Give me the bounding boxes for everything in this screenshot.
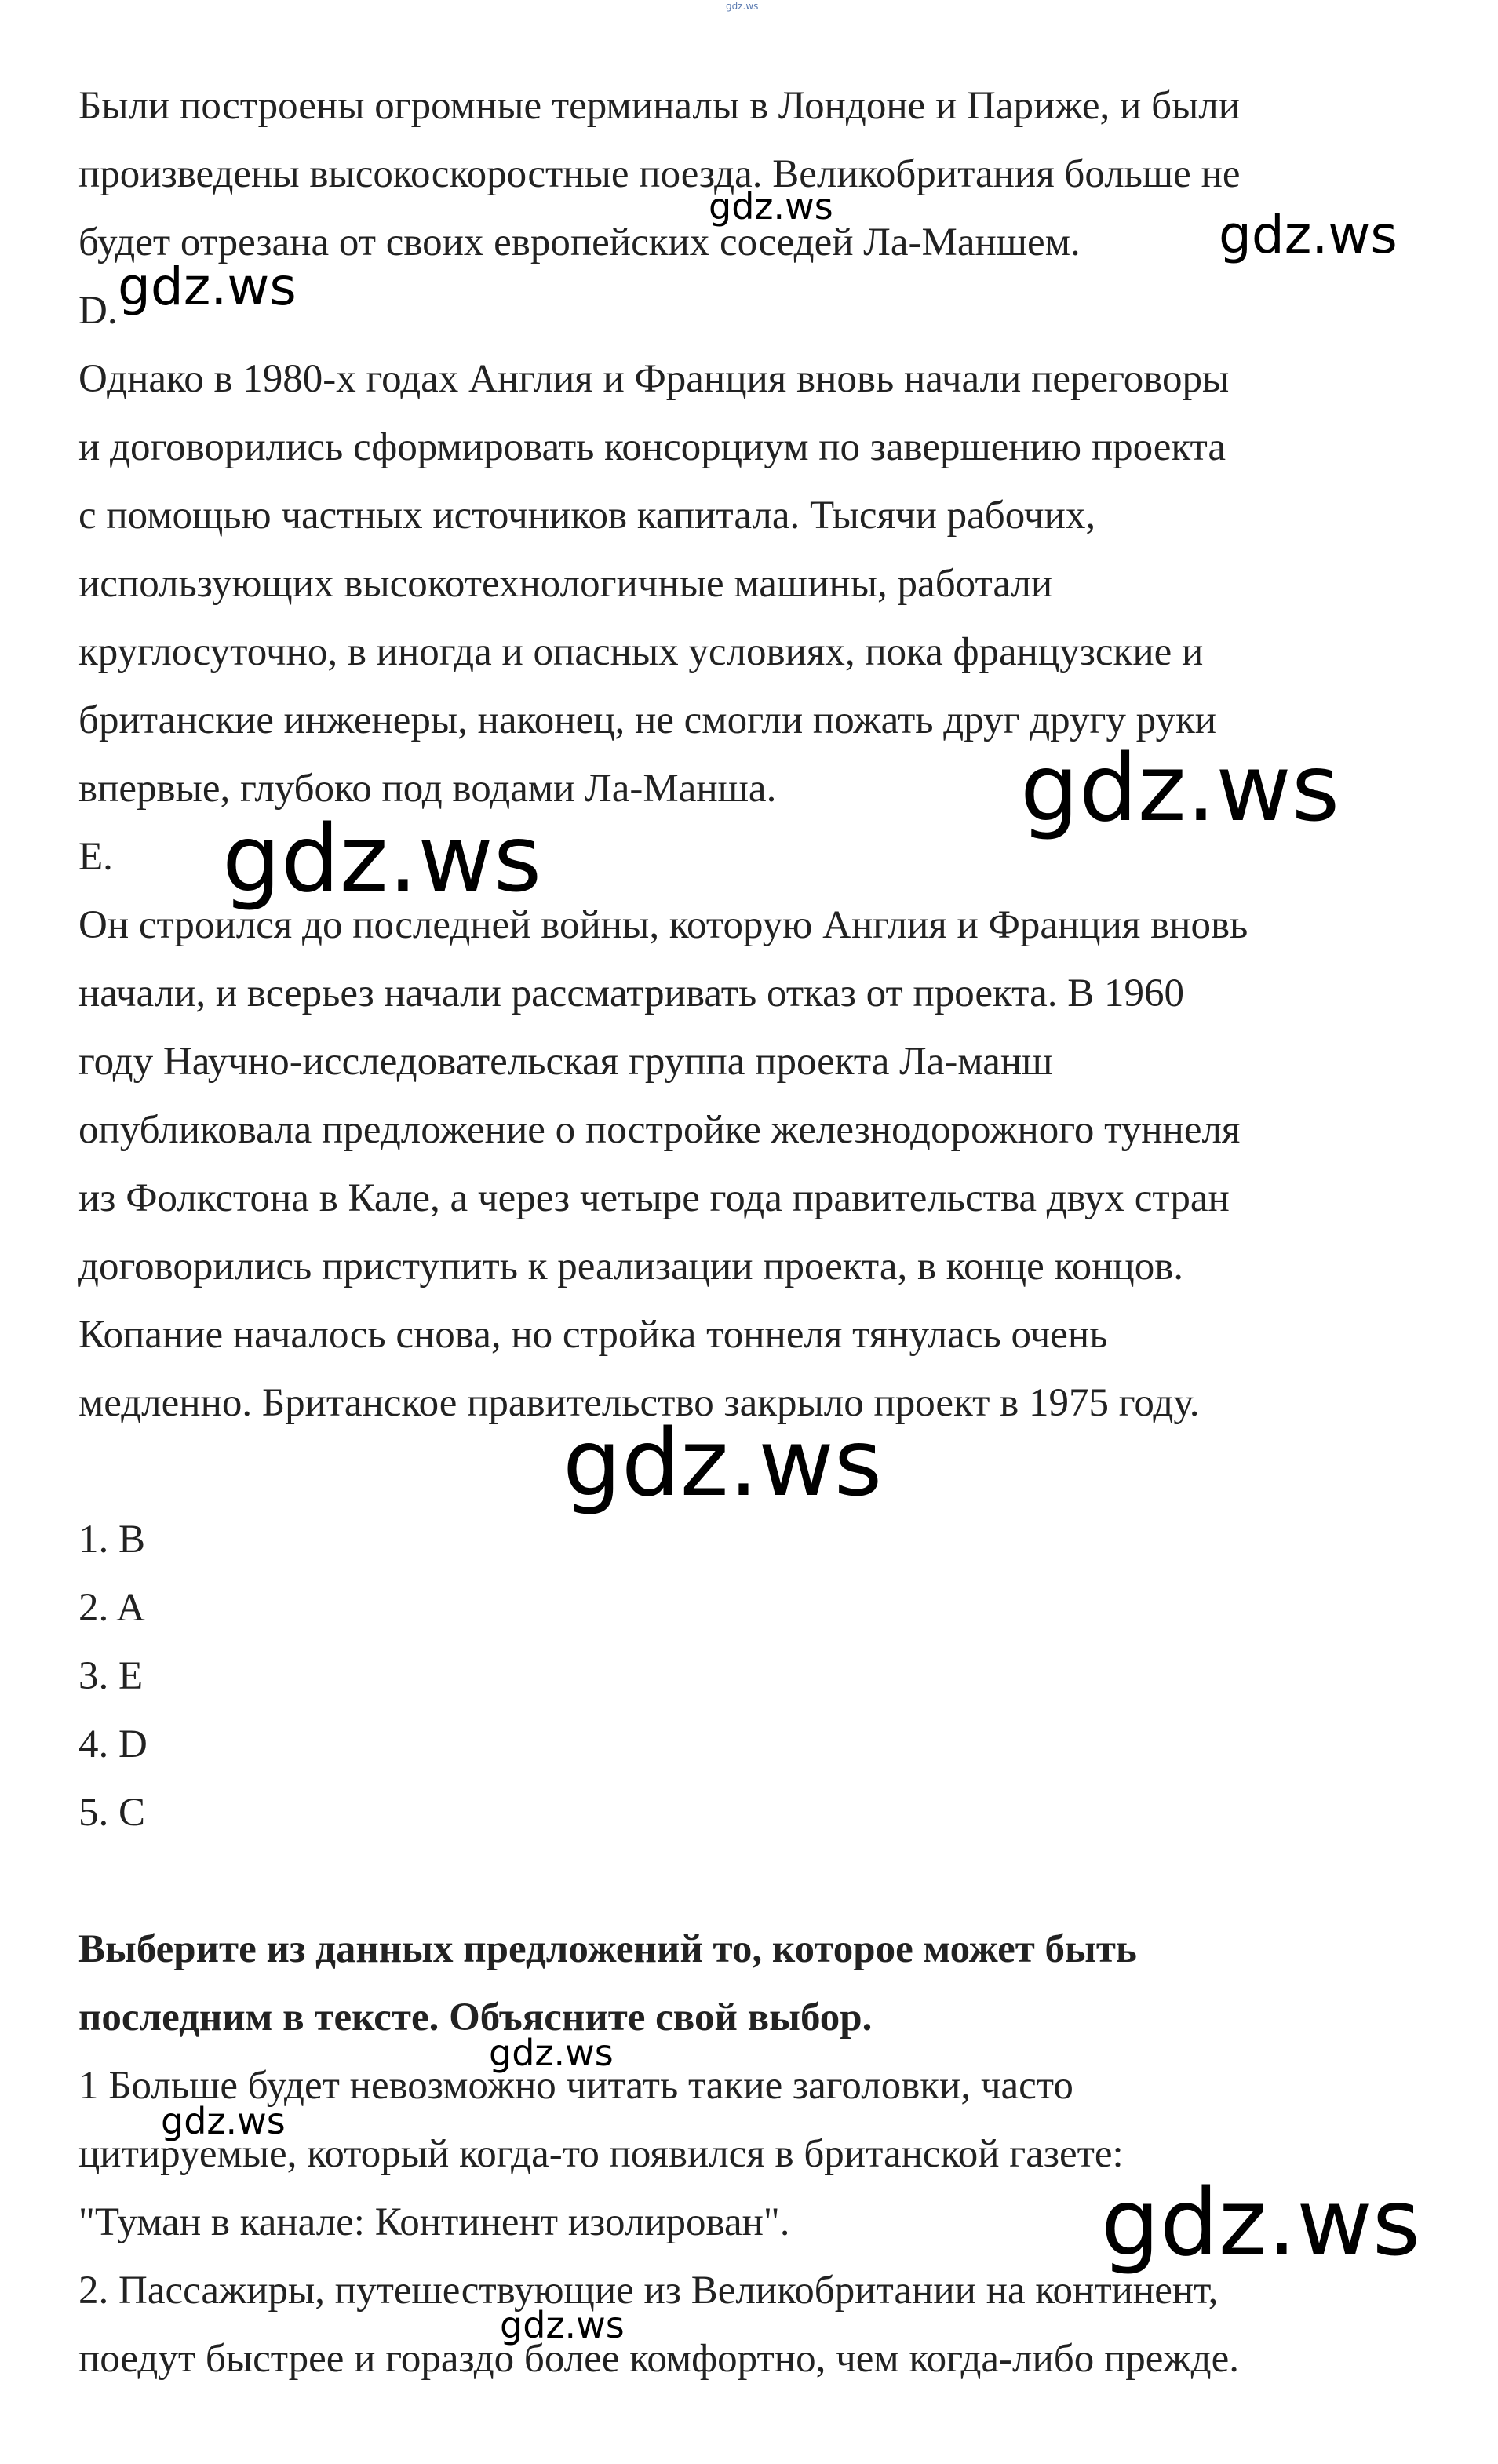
top-watermark: gdz.ws	[726, 1, 759, 12]
text-line: с помощью частных источников капитала. Тысячи рабочих,	[78, 494, 1096, 538]
answer-item: 3. E	[78, 1654, 144, 1698]
text-line: договорились приступить к реализации проекта, в конце концов.	[78, 1245, 1184, 1288]
option-line: 1 Больше будет невозможно читать такие заголовки, часто	[78, 2064, 1073, 2108]
option-line: "Туман в канале: Континент изолирован".	[78, 2200, 790, 2244]
text-line: и договорились сформировать консорциум по завершению проекта	[78, 425, 1226, 469]
option-line: 2. Пассажиры, путешествующие из Великобритании на континент,	[78, 2269, 1219, 2313]
text-line: использующих высокотехнологичные машины, работали	[78, 562, 1053, 606]
watermark-logo: gdz.ws	[489, 2032, 614, 2074]
text-line: году Научно-исследовательская группа проекта Ла-манш	[78, 1040, 1053, 1084]
section-label: D.	[78, 289, 118, 333]
text-line: Копание началось снова, но стройка тоннеля тянулась очень	[78, 1313, 1108, 1357]
watermark-logo: gdz.ws	[161, 2100, 286, 2142]
answer-item: 5. C	[78, 1791, 146, 1835]
section-label: E.	[78, 835, 113, 879]
text-line: начали, и всерьез начали рассматривать отказ от проекта. В 1960	[78, 971, 1184, 1015]
answer-item: 4. D	[78, 1722, 148, 1766]
text-line: из Фолкстона в Кале, а через четыре года правительства двух стран	[78, 1176, 1230, 1220]
task-line: последним в тексте. Объясните свой выбор.	[78, 1996, 873, 2039]
text-line: произведены высокоскоростные поезда. Великобритания больше не	[78, 152, 1241, 196]
option-line: цитируемые, который когда-то появился в британской газете:	[78, 2132, 1124, 2176]
task-heading	[78, 1915, 1428, 2052]
watermark-logo: gdz.ws	[1101, 2168, 1421, 2276]
text-line: медленно. Британское правительство закрыло проект в 1975 году.	[78, 1381, 1200, 1425]
section-e	[78, 823, 1428, 1438]
watermark-logo: gdz.ws	[222, 804, 542, 913]
watermark-logo: gdz.ws	[1219, 205, 1398, 265]
watermark-logo: gdz.ws	[500, 2304, 625, 2346]
text-line: Он строился до последней войны, которую Англия и Франция вновь	[78, 903, 1248, 947]
text-line: британские инженеры, наконец, не смогли пожать друг другу руки	[78, 698, 1217, 742]
option-line: поедут быстрее и гораздо более комфортно, чем когда-либо прежде.	[78, 2337, 1239, 2381]
answers-list	[78, 1506, 1428, 1847]
task-line: Выберите из данных предложений то, которое может быть	[78, 1927, 1137, 1971]
watermark-logo: gdz.ws	[563, 1409, 883, 1517]
text-line: круглосуточно, в иногда и опасных условиях, пока французские и	[78, 630, 1204, 674]
watermark-logo: gdz.ws	[118, 257, 297, 317]
answer-item: 1. B	[78, 1518, 146, 1562]
watermark-logo: gdz.ws	[1020, 734, 1340, 842]
text-line: Были построены огромные терминалы в Лондоне и Париже, и были	[78, 84, 1241, 128]
text-line: впервые, глубоко под водами Ла-Манша.	[78, 767, 777, 811]
text-line: Однако в 1980-х годах Англия и Франция вновь начали переговоры	[78, 357, 1230, 401]
answer-item: 2. A	[78, 1586, 146, 1630]
text-line: опубликовала предложение о постройке железнодорожного туннеля	[78, 1108, 1241, 1152]
text-line: будет отрезана от своих европейских соседей Ла-Маншем.	[78, 221, 1081, 264]
watermark-logo: gdz.ws	[709, 185, 833, 228]
